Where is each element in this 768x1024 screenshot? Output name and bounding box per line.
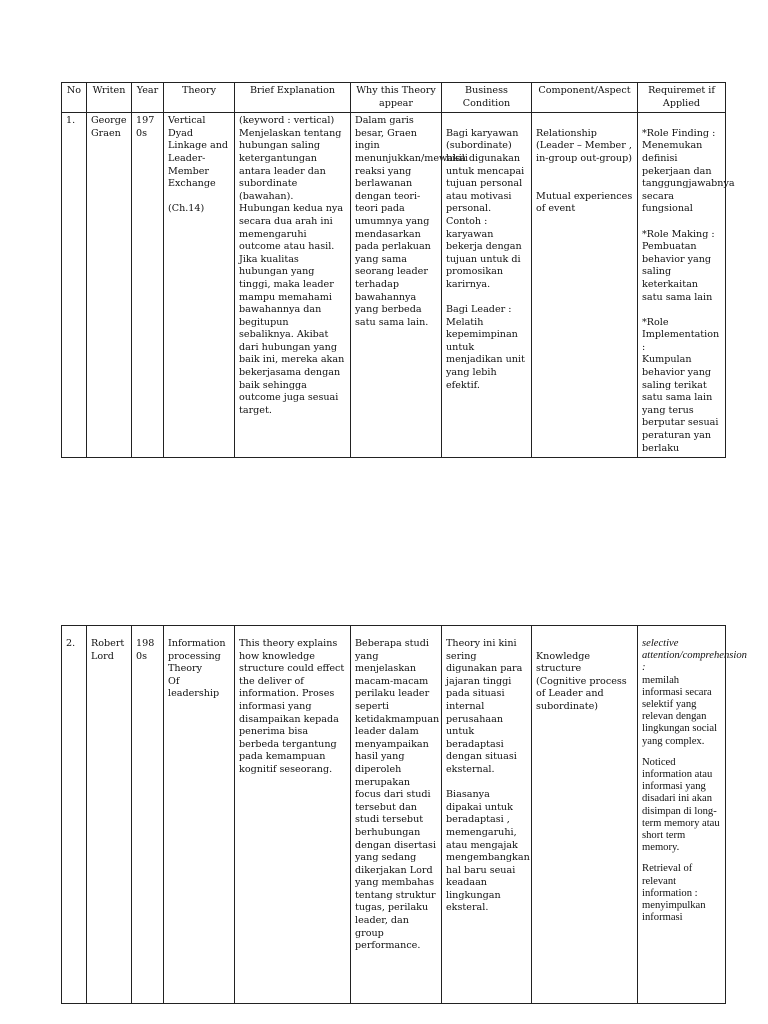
year-cell: 198 0s — [132, 626, 164, 1004]
table-row — [62, 113, 726, 458]
business-condition-cell: Theory ini kini sering digunakan para jajaran tinggi pada situasi internal perusahaan untuk beradaptasi dengan situasi eksternal. Biasanya dipakai untuk beradaptasi , memengaruhi, atau mengajak mengembangkan hal baru seuai keadaan lingkungan eksteral. — [442, 626, 532, 1004]
header-requirement: Requiremet if Applied — [638, 83, 726, 113]
theory-table-1 — [61, 82, 735, 458]
why-theory-cell: Dalam garis besar, Graen ingin menunjukkan/mewakili reaksi yang berlawanan dengan teori-teori pada umumnya yang mendasarkan pada perlakuan yang sama seorang leader terhadap bawahannya yang berbeda satu sama lain. — [351, 113, 442, 458]
brief-explanation-cell: (keyword : vertical) Menjelaskan tentang hubungan saling ketergantungan antara leader dan subordinate (bawahan). Hubungan kedua nya secara dua arah ini memengaruhi outcome atau hasil. Jika kualitas hubungan yang tinggi, maka leader mampu memahami bawahannya dan begitupun sebaliknya. Akibat dari hubungan yang baik ini, mereka akan bekerjasama dengan baik sehingga outcome juga sesuai target. — [235, 113, 351, 458]
requirement-cell — [638, 626, 747, 1004]
header-brief-explanation: Brief Explanation — [235, 83, 351, 113]
theory-cell: Information processing Theory Of leadership — [164, 626, 235, 1004]
business-condition-cell: Bagi karyawan (subordinate) bisa digunakan untuk mencapai tujuan personal atau motivasi personal. Contoh : karyawan bekerja dengan tujuan untuk di promosikan karirnya. Bagi Leader : Melatih kepemimpinan untuk menjadikan unit yang lebih efektif. — [442, 113, 532, 458]
header-why-theory-appear: Why this Theory appear — [351, 83, 442, 113]
why-theory-cell: Beberapa studi yang menjelaskan macam-macam perilaku leader seperti ketidakmampuan leader dalam menyampaikan hasil yang diperoleh merupakan focus dari studi tersebut dan studi tersebut berhubungan dengan disertasi yang sedang dikerjakan Lord yang membahas tentang struktur tugas, perilaku leader, dan group performance. — [351, 626, 442, 1004]
header-business-condition: Business Condition — [442, 83, 532, 113]
writer-cell: Robert Lord — [87, 626, 132, 1004]
header-writen: Writen — [87, 83, 132, 113]
header-component-aspect: Component/Aspect — [532, 83, 638, 113]
row-number: 2. — [62, 626, 87, 1004]
requirement-cell: *Role Finding : Menemukan definisi pekerjaan dan tanggungjawabnya secara fungsional *Role Making : Pembuatan behavior yang saling keterkaitan satu sama lain *Role Implementation : Kumpulan behavior yang saling terikat satu sama lain yang terus berputar sesuai peraturan yan berlaku — [638, 113, 726, 458]
year-cell: 197 0s — [132, 113, 164, 458]
requirement-paragraph: Retrieval of relevant information : menyimpulkan informasi — [642, 863, 706, 924]
writer-cell: George Graen — [87, 113, 132, 458]
header-no: No — [62, 83, 87, 113]
row-number: 1. — [62, 113, 87, 458]
theory-cell: Vertical Dyad Linkage and Leader- Member Exchange (Ch.14) — [164, 113, 235, 458]
requirement-paragraph: memilah informasi secara selektif yang relevan dengan lingkungan social yang complex. — [642, 674, 718, 747]
component-cell: Knowledge structure (Cognitive process of Leader and subordinate) — [532, 626, 638, 1004]
header-row — [62, 83, 726, 113]
requirement-paragraph: Noticed information atau informasi yang disadari ini akan disimpan di long-term memory atau short term memory. — [642, 756, 720, 854]
component-cell: Relationship (Leader – Member , in-group out-group) Mutual experiences of event — [532, 113, 638, 458]
theory-table-2 — [61, 625, 747, 1004]
table-row — [62, 626, 726, 1004]
requirement-italic-heading: selective attention/comprehension : — [642, 638, 747, 674]
header-year: Year — [132, 83, 164, 113]
brief-explanation-cell: This theory explains how knowledge structure could effect the deliver of information. Proses informasi yang disampaikan kepada penerima bisa berbeda tergantung pada kemampuan kognitif seseorang. — [235, 626, 351, 1004]
header-theory: Theory — [164, 83, 235, 113]
